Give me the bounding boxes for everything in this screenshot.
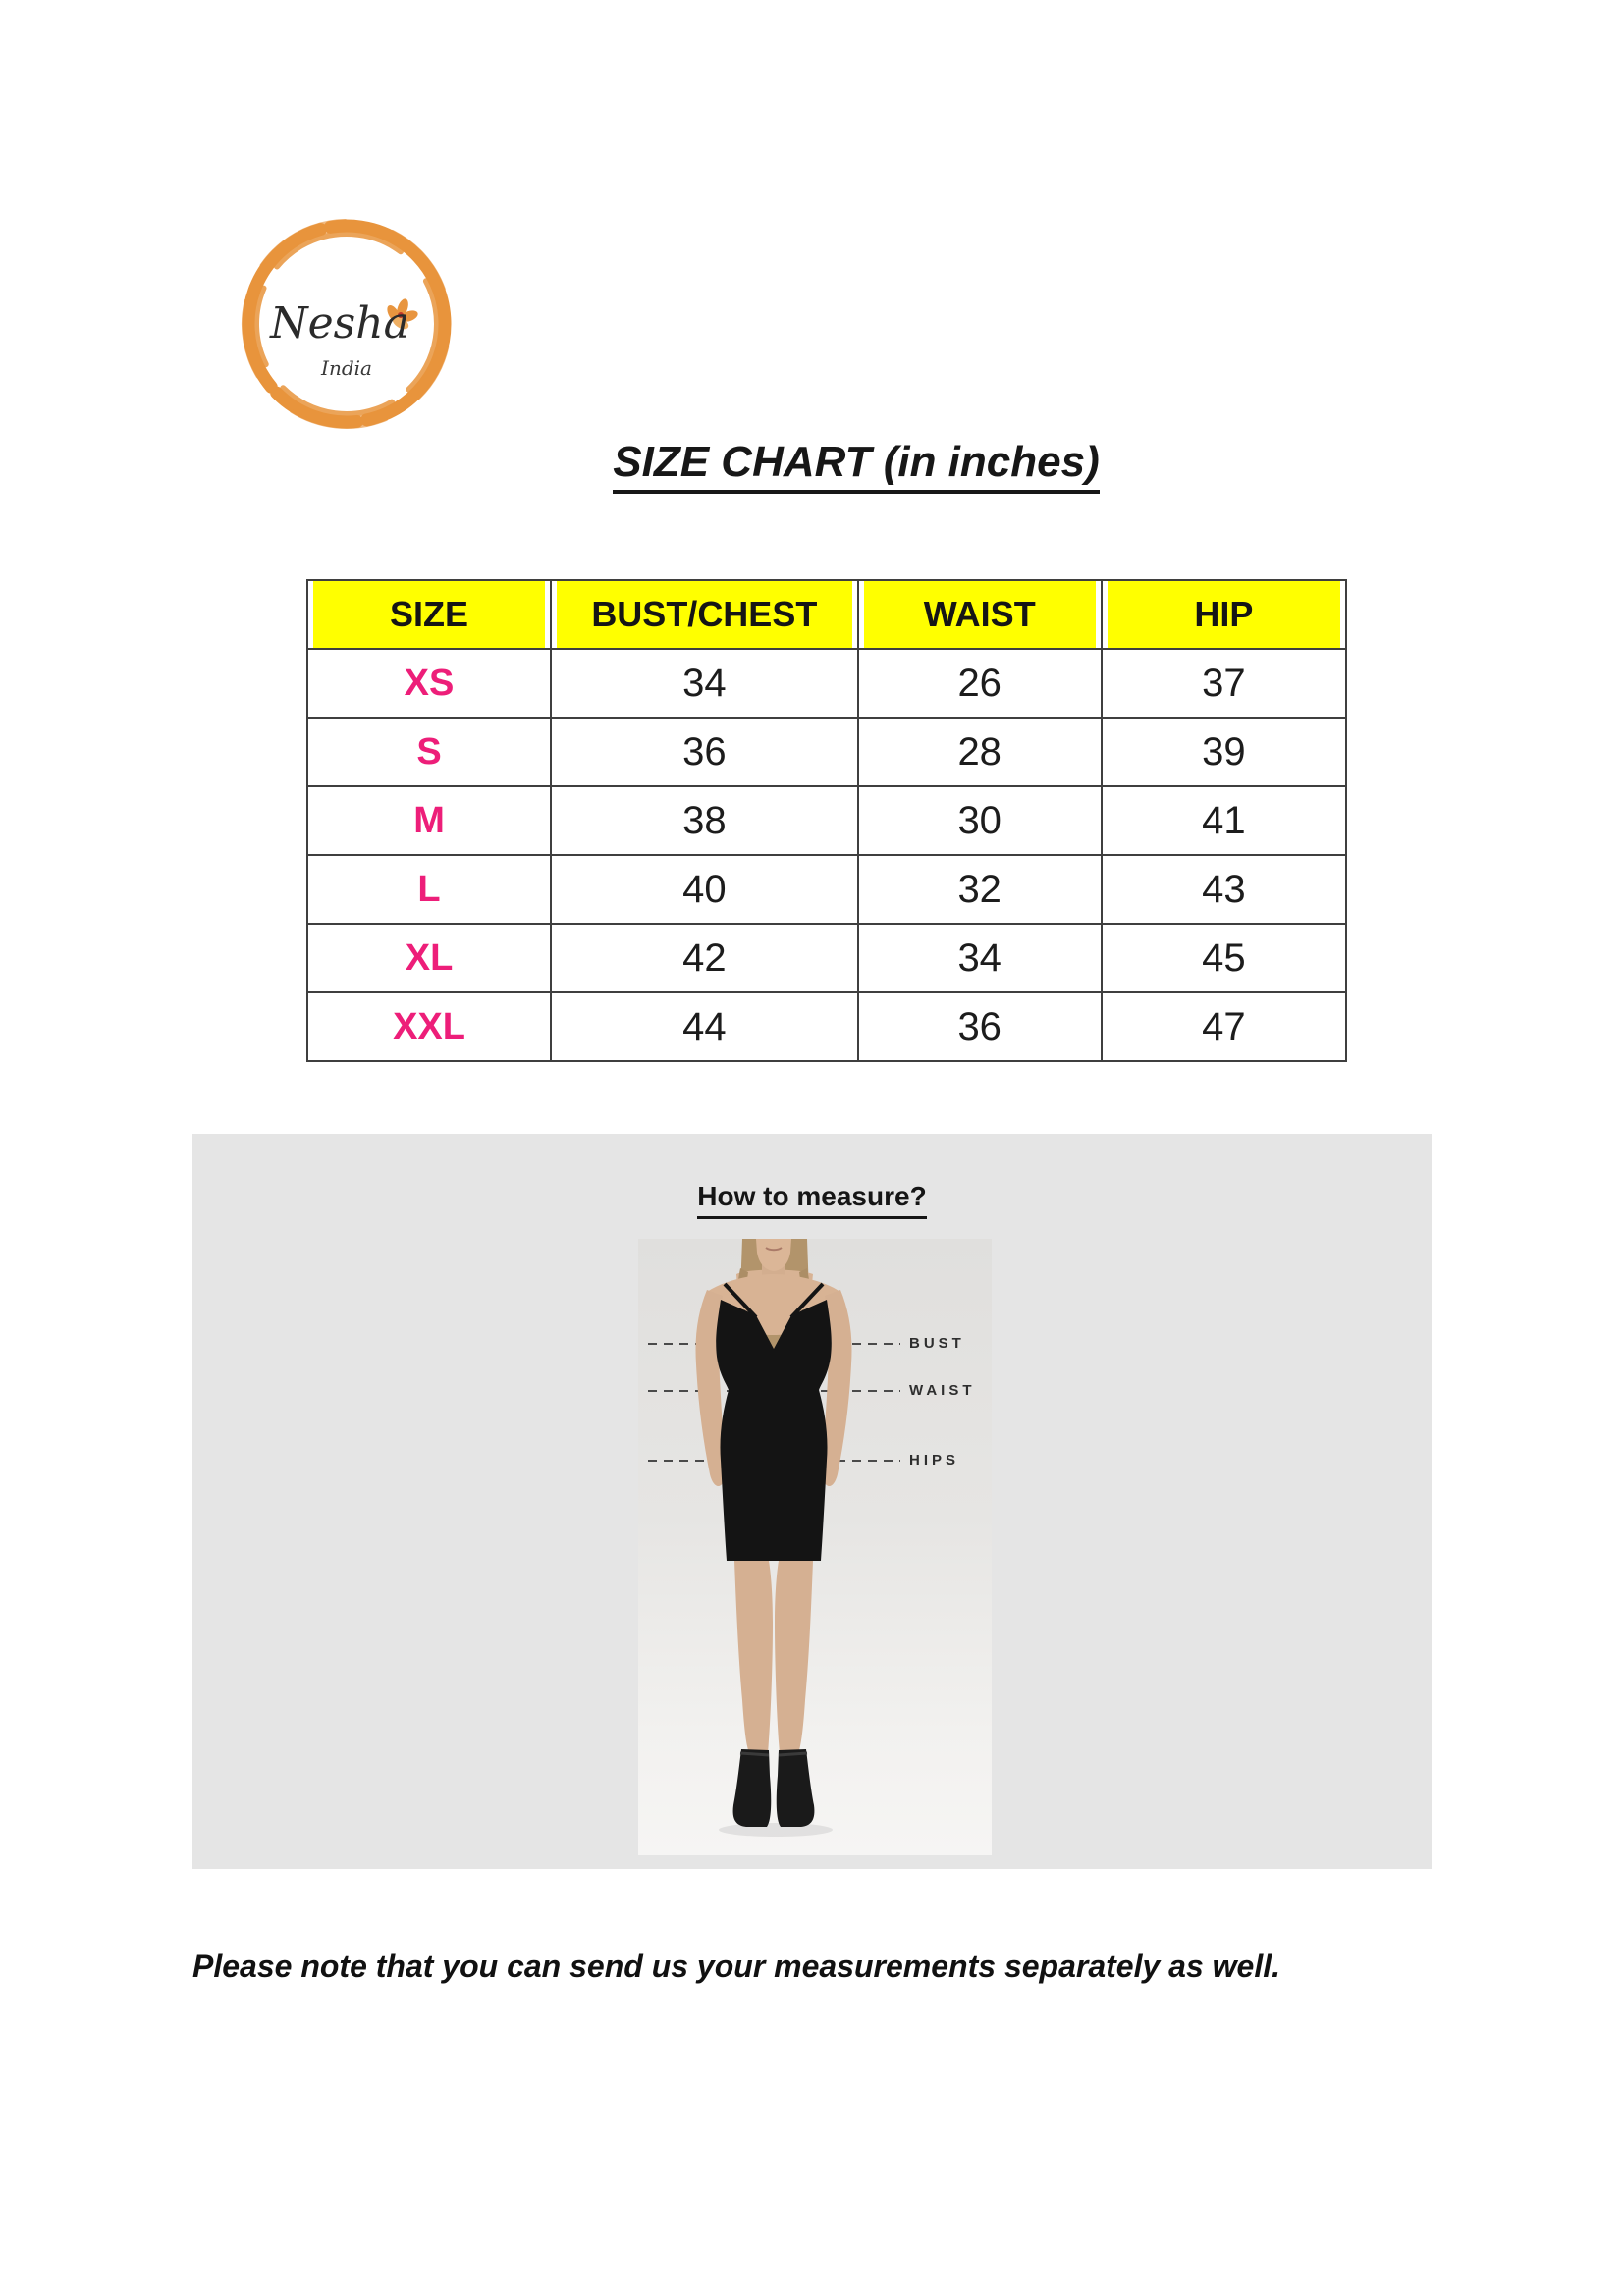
bottom-note: Please note that you can send us your measurements separately as well. [192, 1949, 1280, 1984]
header-cell-waist: WAIST [857, 581, 1101, 648]
size-label: XL [308, 923, 550, 991]
waist-value: 30 [857, 785, 1101, 854]
panel-heading: How to measure? [697, 1181, 926, 1219]
size-label: XXL [308, 991, 550, 1060]
hip-value: 43 [1101, 854, 1345, 923]
brand-name-text: Nesha [270, 298, 409, 348]
bust-value: 40 [550, 854, 857, 923]
size-label: L [308, 854, 550, 923]
waist-value: 32 [857, 854, 1101, 923]
bust-label: BUST [909, 1335, 965, 1352]
hip-value: 41 [1101, 785, 1345, 854]
how-to-measure-panel [192, 1134, 1432, 1869]
header-cell-bust: BUST/CHEST [550, 581, 857, 648]
size-label: M [308, 785, 550, 854]
size-label: XS [308, 648, 550, 717]
panel-heading-wrap [192, 1181, 1432, 1219]
size-chart-table [306, 579, 1347, 1062]
hip-value: 39 [1101, 717, 1345, 785]
size-label: S [308, 717, 550, 785]
waist-label: WAIST [909, 1382, 976, 1399]
hip-value: 37 [1101, 648, 1345, 717]
model-photo [638, 1239, 992, 1855]
model-figure [638, 1239, 992, 1855]
hip-value: 45 [1101, 923, 1345, 991]
brand-logo [234, 198, 460, 454]
header-cell-hip: HIP [1101, 581, 1345, 648]
bust-value: 44 [550, 991, 857, 1060]
waist-value: 26 [857, 648, 1101, 717]
page-title-wrap [530, 438, 1182, 494]
page-title: SIZE CHART (in inches) [613, 438, 1099, 494]
waist-value: 34 [857, 923, 1101, 991]
bust-value: 38 [550, 785, 857, 854]
hip-value: 47 [1101, 991, 1345, 1060]
header-cell-size: SIZE [308, 581, 550, 648]
waist-value: 28 [857, 717, 1101, 785]
brand-subtitle-text: India [321, 356, 372, 380]
bust-value: 42 [550, 923, 857, 991]
hips-label: HIPS [909, 1452, 960, 1468]
waist-value: 36 [857, 991, 1101, 1060]
brand-logo-art [234, 198, 460, 454]
bust-value: 34 [550, 648, 857, 717]
bust-value: 36 [550, 717, 857, 785]
